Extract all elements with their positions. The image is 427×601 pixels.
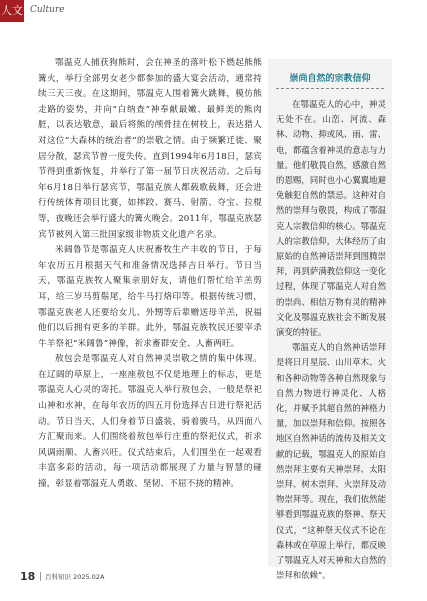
article-paragraph: 米阔鲁节是鄂温克人庆祝畜牧生产丰收的节日，于每年农历五月根据天气和准备情况选择吉日举行。节日当天，鄂温克族牧人聚集亲朋好友，请他们帮忙给羊羔剪耳，给三岁马剪鬃尾，给牛马打烙印等。根据传统习惯，鄂温克族老人还要给女儿、外甥等后辈赠送母羊羔，祝福他们以后拥有更多的羊群。此外，鄂温克族牧民还要宰杀牛羊祭祀“米阔鲁”神像，祈求畜群安全、人畜两旺。 [38, 245, 262, 349]
page-number: 18 [20, 570, 36, 583]
sidebar-paragraph: 鄂温克人的自然神话崇拜是将日月星辰、山川草木、火和各种动物等各种自然现象与自然力物进行神灵化、人格化，并赋予其超自然的神格力量，加以崇拜和信仰。按照各地区自然神话的流传及相关文献的记载，鄂温克人的原始自然崇拜主要有天神崇拜、太阳崇拜、树木崇拜、火崇拜及动物崇拜等。现在，我们依然能够看到鄂温克族的祭神、祭天仪式，“这种祭天仪式不论在森林或在草原上举行，都反映了鄂温克人对天神和大自然的崇拜和依赖”。 [276, 342, 386, 581]
section-name: Culture [30, 5, 65, 15]
sidebar-box [268, 59, 392, 581]
article-paragraph: 鄂温克人捕获狗熊时，会在神圣的落叶松下燃起熊熊篝火，举行全部男女老少都参加的盛大宴会活动，通常持续三天三夜。在这期间，鄂温克人围着篝火跳舞，模仿熊走路的姿势，并向“白纳查”神奉献最嫩、最鲜美的熊肉脏，以表达敬意，最后将熊的颅骨挂在树枝上，表达猎人对这位“大森林的统治者”的崇敬之情。由于频繁迁徙、聚居分散，瑟宾节曾一度失传。直到1994年6月18日，瑟宾节得到重新恢复，并举行了第一届节日庆祝活动。之后每年6月18日举行瑟宾节，鄂温克族人都载歌载舞，还会进行传统体育项目比赛，如摔跤、赛马、射箭、夺宝、拉棍等，夜晚还会举行盛大的篝火晚会。2011年，鄂温克族瑟宾节被列入第三批国家级非物质文化遗产名录。 [38, 58, 262, 240]
article-paragraph: 敖包会是鄂温克人对自然神灵崇敬之情的集中体现。在辽阔的草原上，一座座敖包不仅是地理上的标志，更是鄂温克人心灵的寄托。鄂温克人举行敖包会，一般是祭祀山神和水神，在每年农历的四五月份选择吉日进行祭祀活动。节日当天，人们身着节日盛装，骑着骏马，从四面八方汇聚而来。人们围绕着敖包举行庄重的祭祀仪式，祈求风调雨顺、人畜兴旺。仪式结束后，人们围坐在一起观看丰富多彩的活动，每一项活动都展现了力量与智慧的碰撞，彰显着鄂温克人勇敢、坚韧、不屈不挠的精神。 [38, 354, 262, 490]
main-article-column [38, 56, 262, 493]
section-tag: 人文 [0, 0, 24, 22]
sidebar-body [276, 97, 386, 584]
sidebar-paragraph: 在鄂温克人的心中，神灵无处不在。山峦、河流、森林、动物、抑或风、雨、雷、电，都蕴含着神灵的意志与力量。他们敬畏自然，感激自然的恩赐，同时也小心翼翼地避免触犯自然的禁忌。这种对自然的崇拜与敬畏，构成了鄂温克人宗教信仰的核心。鄂温克人的宗教信仰，大体经历了由原始的自然神话崇拜到图腾崇拜，再到萨满教信仰这一变化过程，体现了鄂温克人对自然的崇尚、相信万物有灵的精神文化及鄂温克族社会不断发展演变的特征。 [276, 99, 386, 338]
journal-info: 百科知识 2025.02A [45, 573, 105, 581]
sidebar-divider [276, 88, 384, 89]
page-header [0, 0, 427, 22]
sidebar-title: 崇尚自然的宗教信仰 [289, 74, 371, 84]
footer-divider [40, 572, 41, 581]
